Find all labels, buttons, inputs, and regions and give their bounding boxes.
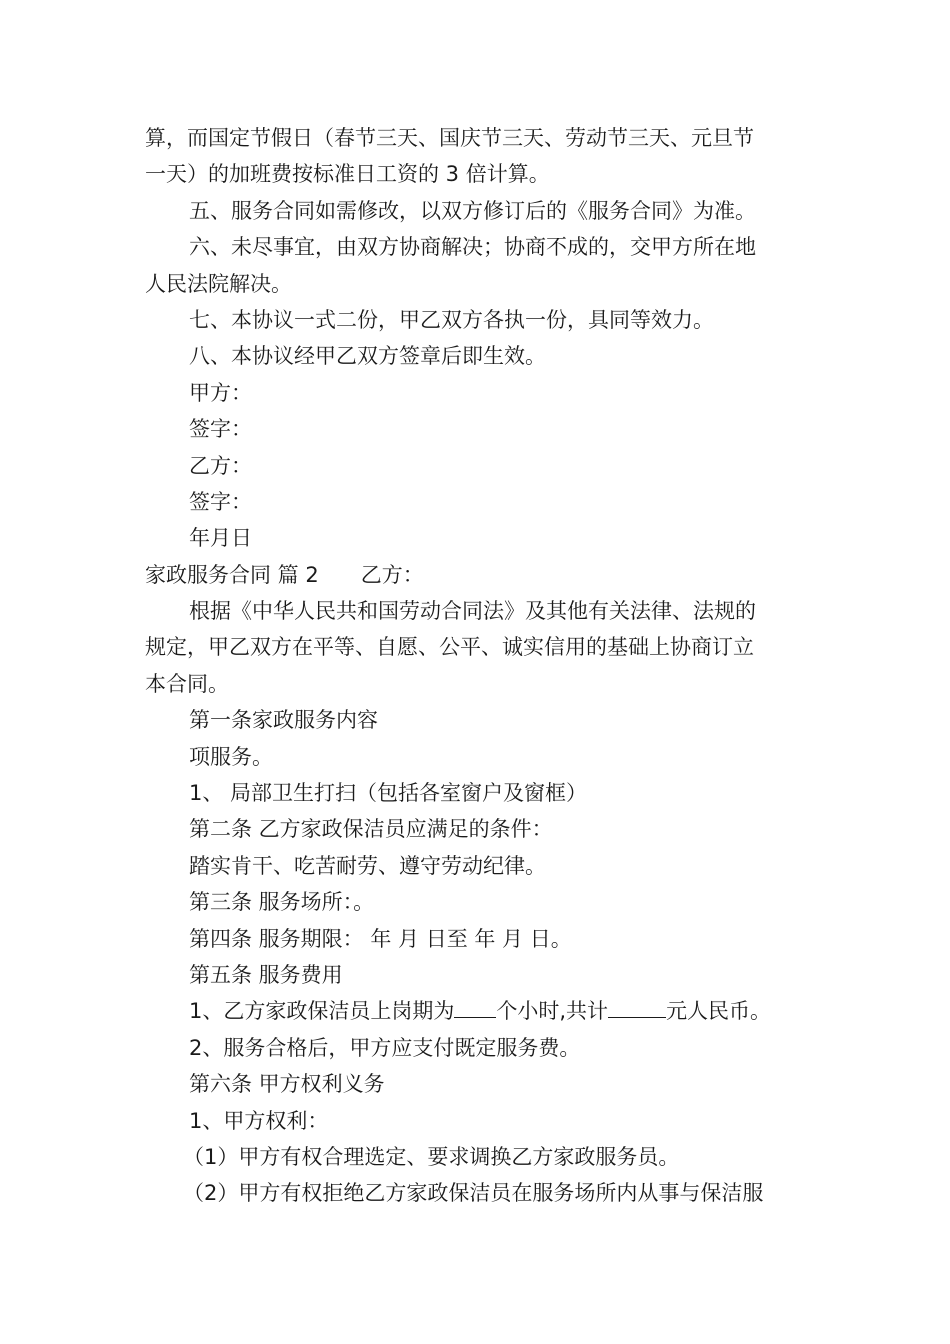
rights-item: （1）甲方有权合理选定、要求调换乙方家政服务员。 [183, 1144, 680, 1169]
clause-seven: 七、本协议一式二份，甲乙双方各执一份，具同等效力。 [189, 307, 714, 332]
section-heading [145, 557, 810, 593]
party-b-label: 乙方： [189, 453, 252, 478]
text-line: 一天）的加班费按标准日工资的 3 倍计算。 [145, 162, 550, 187]
article-one-item: 1、 局部卫生打扫（包括各室窗户及窗框） [189, 781, 588, 806]
party-b-heading: 乙方： [360, 562, 424, 587]
fee-text: 1、乙方家政保洁员上岗期为 [189, 999, 455, 1024]
amount-blank [608, 995, 666, 1018]
clause-eight: 八、本协议经甲乙双方签章后即生效。 [189, 344, 546, 369]
document-body [145, 120, 810, 1212]
text-line: 人民法院解决。 [145, 271, 292, 296]
clause-five: 五、服务合同如需修改，以双方修订后的《服务合同》为准。 [189, 198, 756, 223]
party-a-rights: 1、甲方权利： [189, 1108, 329, 1133]
rights-item: （2）甲方有权拒绝乙方家政保洁员在服务场所内从事与保洁服 [183, 1181, 764, 1206]
article-two-text: 踏实肯干、吃苦耐劳、遵守劳动纪律。 [189, 853, 546, 878]
article-two-title: 第二条 乙方家政保洁员应满足的条件： [189, 817, 553, 842]
article-six-title: 第六条 甲方权利义务 [189, 1072, 385, 1097]
party-a-label: 甲方： [189, 380, 252, 405]
preamble-line: 根据《中华人民共和国劳动合同法》及其他有关法律、法规的 [189, 599, 756, 624]
article-five-item: 2、服务合格后，甲方应支付既定服务费。 [189, 1035, 581, 1060]
fee-line [145, 993, 810, 1029]
signature-label: 签字： [189, 489, 252, 514]
contract-title: 家政服务合同 篇 2 [145, 562, 319, 587]
fee-text: 个小时,共计 [496, 999, 609, 1024]
article-five-title: 第五条 服务费用 [189, 962, 343, 987]
article-three: 第三条 服务场所：。 [189, 890, 375, 915]
date-label: 年月日 [189, 526, 252, 551]
preamble-line: 本合同。 [145, 671, 229, 696]
hours-blank [454, 995, 496, 1018]
fee-text: 元人民币。 [666, 999, 772, 1024]
article-one-text: 项服务。 [189, 744, 273, 769]
signature-label: 签字： [189, 417, 252, 442]
article-one-title: 第一条家政服务内容 [189, 708, 378, 733]
clause-six: 六、未尽事宜，由双方协商解决；协商不成的，交甲方所在地 [189, 235, 756, 260]
text-line: 算，而国定节假日（春节三天、国庆节三天、劳动节三天、元旦节 [145, 126, 754, 150]
preamble-line: 规定，甲乙双方在平等、自愿、公平、诚实信用的基础上协商订立 [145, 635, 754, 660]
article-four: 第四条 服务期限： 年 月 日至 年 月 日。 [189, 926, 572, 951]
